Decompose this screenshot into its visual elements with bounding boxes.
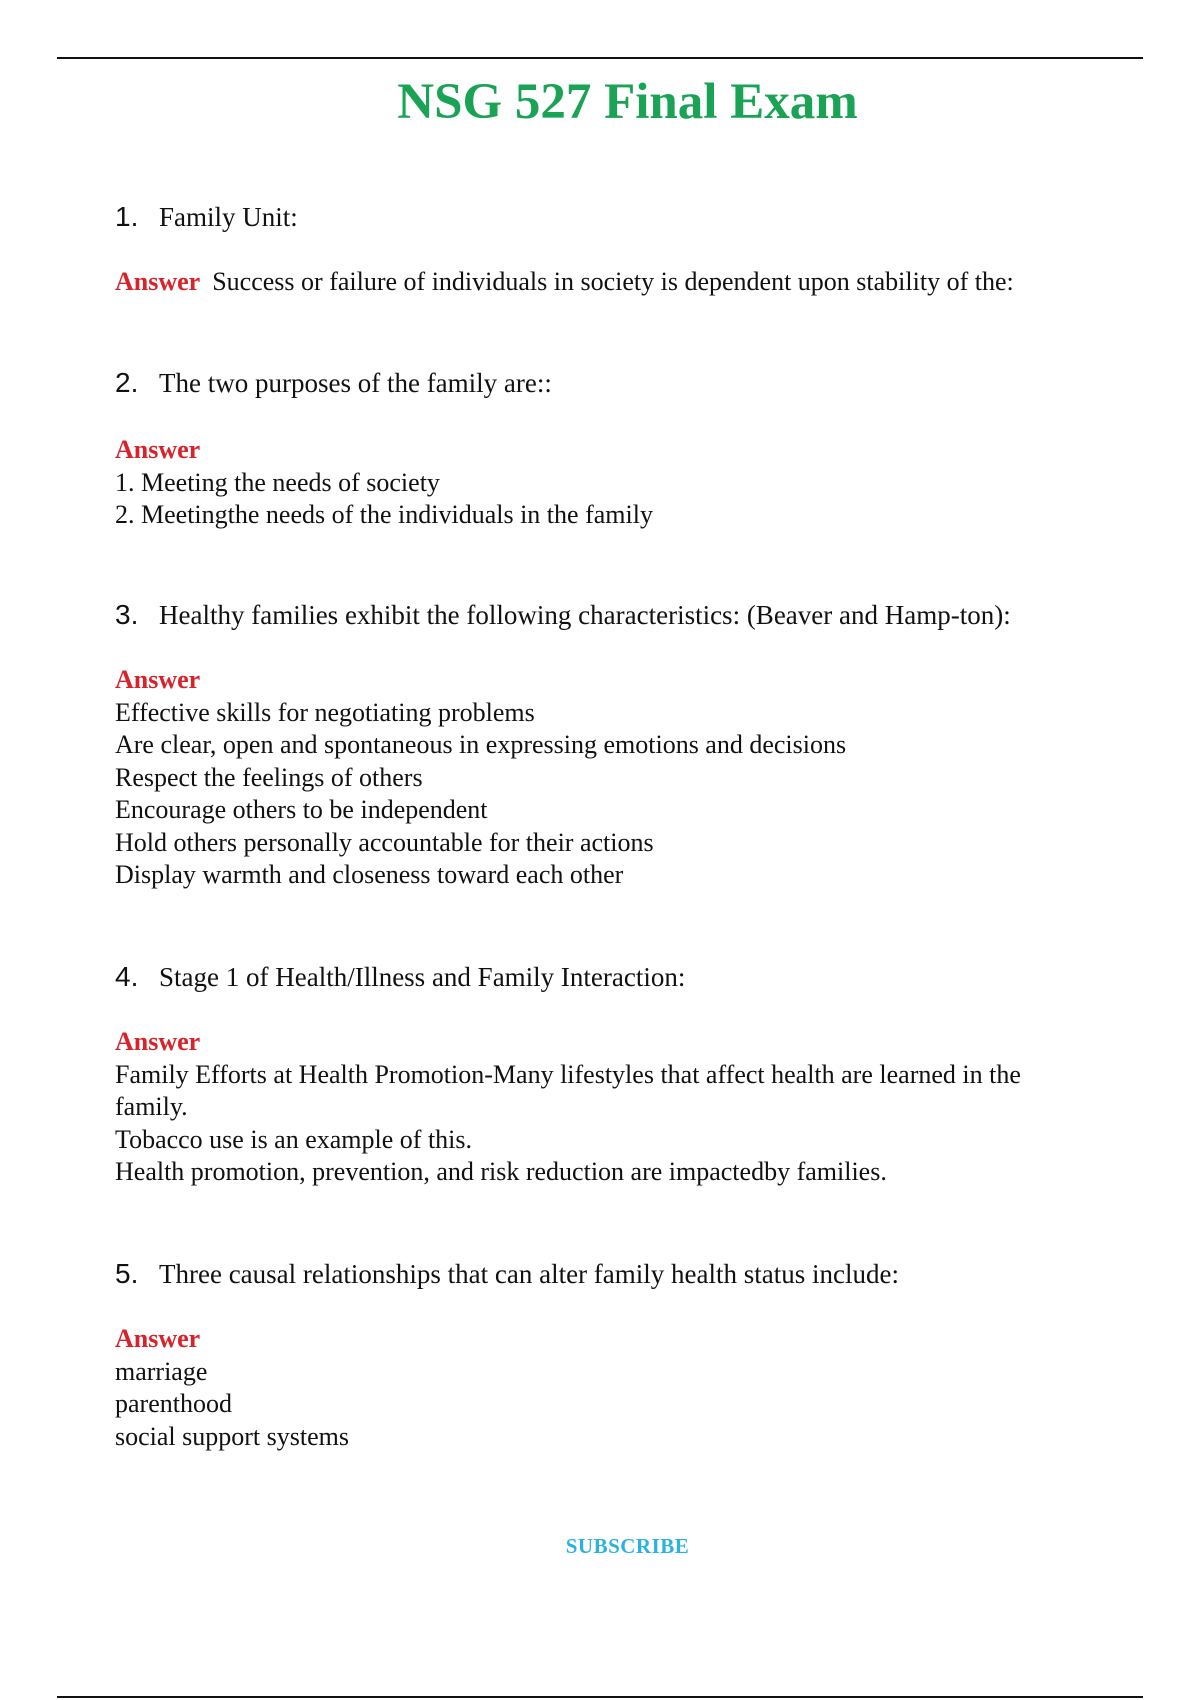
answer-label: Answer	[115, 435, 201, 464]
question-number: 2.	[115, 367, 139, 398]
answer-line: Tobacco use is an example of this.	[115, 1124, 473, 1154]
page-title: NSG 527 Final Exam	[397, 74, 858, 130]
answer-5	[115, 1323, 1115, 1453]
bottom-rule	[57, 1696, 1143, 1698]
question-number: 1.	[115, 201, 139, 232]
answer-line: Family Efforts at Health Promotion-Many lifestyles that affect health are learned in the	[115, 1059, 1021, 1089]
answer-line: Display warmth and closeness toward each other	[115, 860, 624, 889]
question-text: Family Unit:	[159, 202, 298, 232]
answer-line: Effective skills for negotiating problems	[115, 697, 535, 727]
answer-label: Answer	[115, 267, 201, 296]
answer-line: Respect the feelings of others	[115, 762, 423, 792]
subscribe-link[interactable]: SUBSCRIBE	[565, 1534, 690, 1558]
answer-line: 1. Meeting the needs of society	[115, 467, 440, 497]
top-rule	[57, 57, 1143, 59]
answer-line: social support systems	[115, 1421, 349, 1451]
answer-line: marriage	[115, 1356, 208, 1386]
question-4	[115, 960, 685, 994]
answer-label: Answer	[115, 1324, 201, 1353]
answer-1	[115, 266, 1115, 299]
answer-line: parenthood	[115, 1389, 232, 1418]
question-text: Healthy families exhibit the following characteristics: (Beaver and Hamp-ton):	[159, 600, 1011, 630]
question-number: 3.	[115, 599, 139, 630]
question-number: 4.	[115, 961, 139, 992]
answer-3	[115, 664, 1115, 892]
answer-text: Success or failure of individuals in society is dependent upon stability of the:	[212, 267, 1014, 296]
question-1	[115, 200, 298, 234]
question-3	[115, 598, 1011, 632]
answer-line: Are clear, open and spontaneous in expressing emotions and decisions	[115, 730, 847, 759]
answer-label: Answer	[115, 1027, 201, 1056]
answer-line: family.	[115, 1092, 188, 1121]
answer-line: Encourage others to be independent	[115, 795, 488, 824]
question-2	[115, 366, 552, 400]
question-text: The two purposes of the family are::	[159, 368, 552, 398]
answer-line: Hold others personally accountable for their actions	[115, 827, 654, 857]
answer-4	[115, 1026, 1115, 1189]
question-text: Stage 1 of Health/Illness and Family Interaction:	[159, 962, 686, 992]
answer-line: 2. Meetingthe needs of the individuals in the family	[115, 500, 653, 529]
answer-line: Health promotion, prevention, and risk reduction are impactedby families.	[115, 1157, 887, 1186]
question-text: Three causal relationships that can alter family health status include:	[159, 1259, 899, 1289]
answer-label: Answer	[115, 665, 201, 694]
question-5	[115, 1257, 899, 1291]
question-number: 5.	[115, 1258, 139, 1289]
answer-2	[115, 434, 1115, 532]
